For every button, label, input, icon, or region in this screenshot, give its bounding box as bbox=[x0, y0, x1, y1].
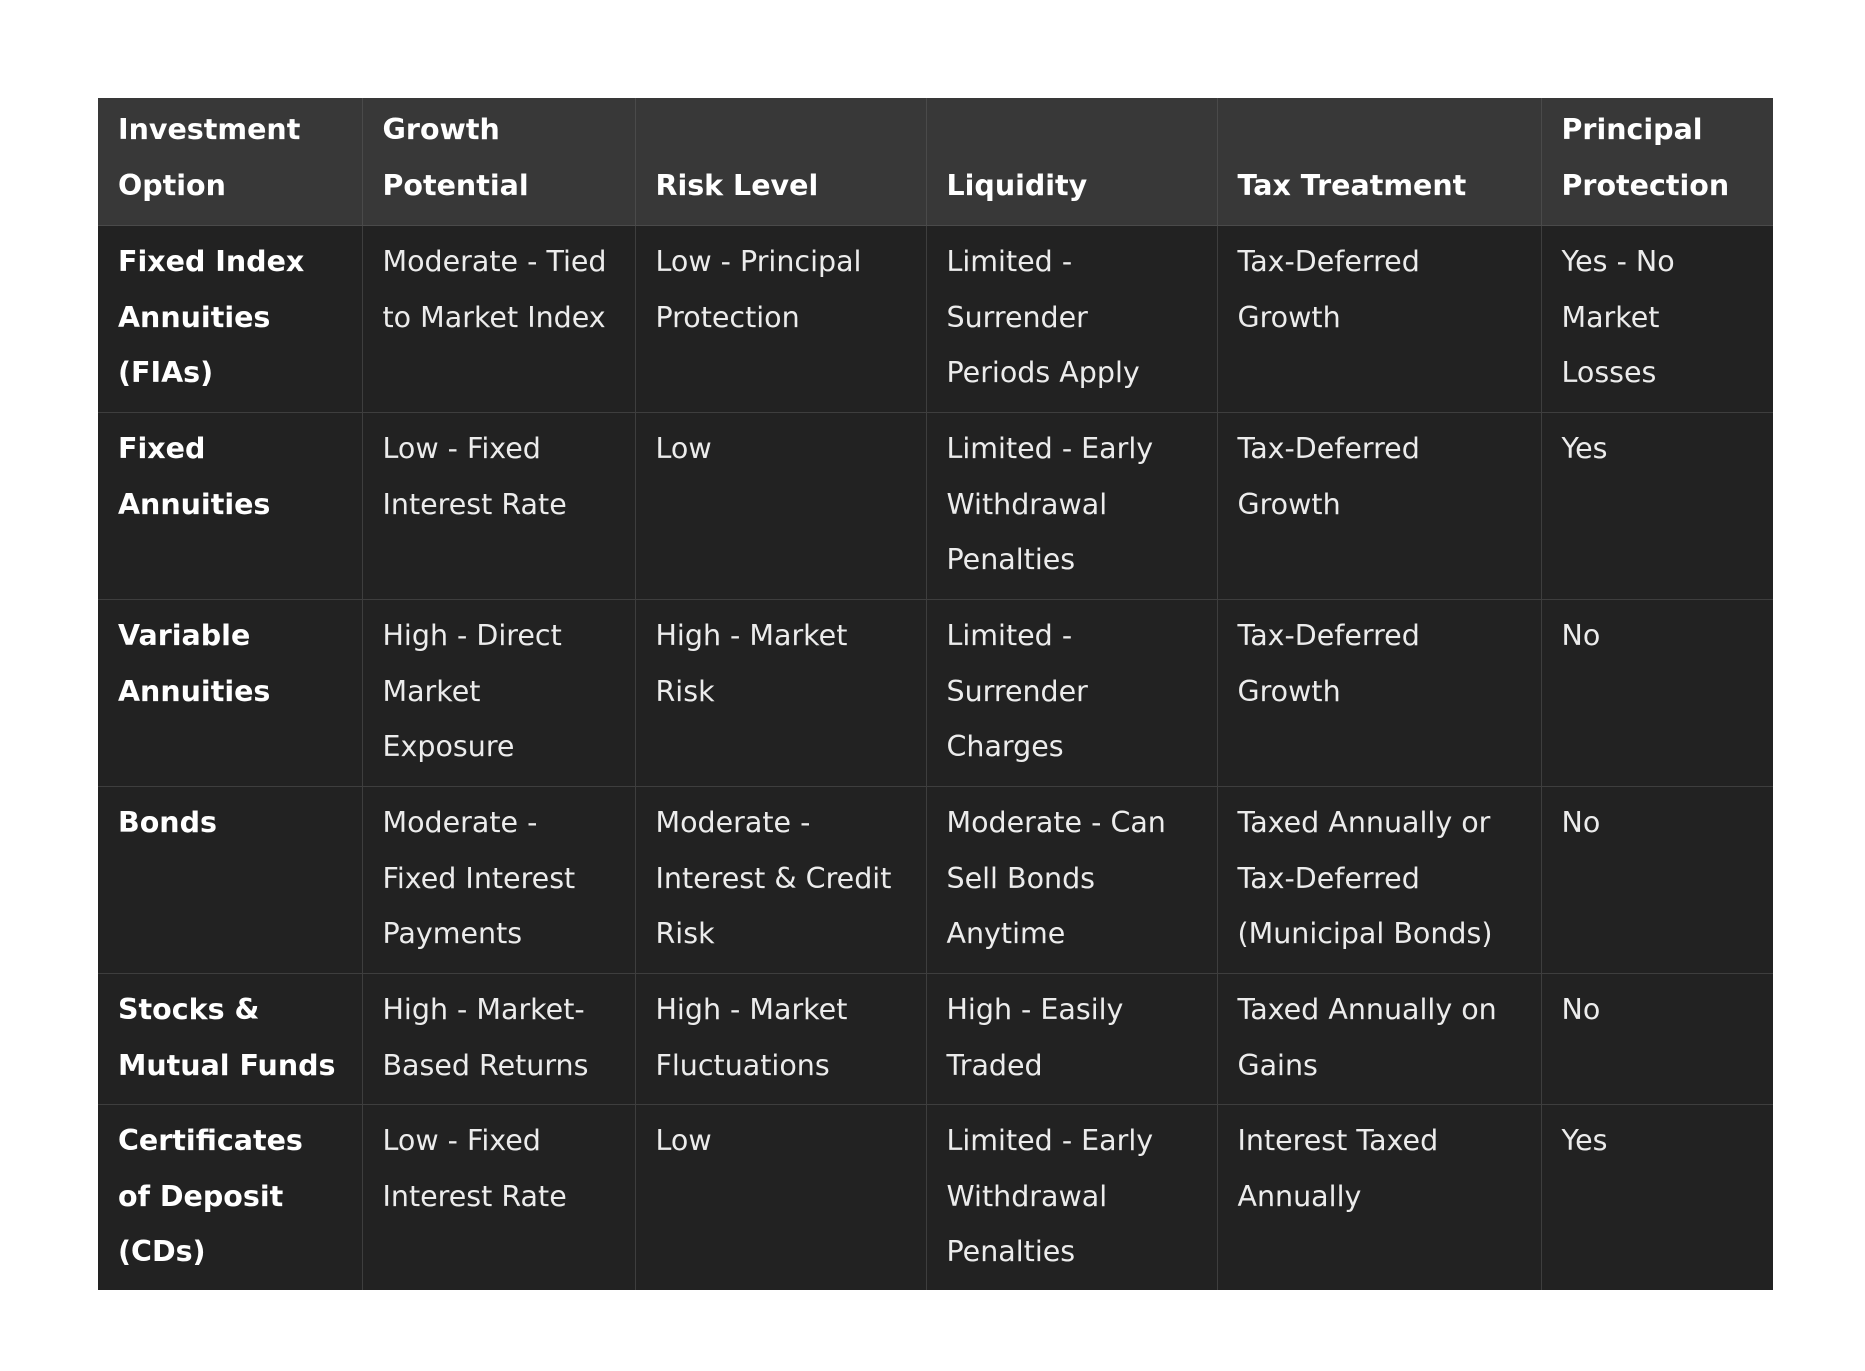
cell-growth-potential: Low - Fixed Interest Rate bbox=[362, 1105, 635, 1290]
cell-tax-treatment: Tax-Deferred Growth bbox=[1217, 226, 1541, 413]
cell-growth-potential: Low - Fixed Interest Rate bbox=[362, 413, 635, 600]
cell-risk-level: High - Market Risk bbox=[635, 600, 926, 787]
table-row bbox=[98, 600, 1773, 787]
header-tax-treatment: Tax Treatment bbox=[1217, 98, 1541, 226]
cell-principal-protection: Yes bbox=[1561, 1124, 1608, 1157]
cell-risk-level: Moderate - Interest & Credit Risk bbox=[635, 787, 926, 974]
cell-liquidity: High - Easily Traded bbox=[926, 974, 1217, 1105]
cell-liquidity: Limited - Surrender Periods Apply bbox=[926, 226, 1217, 413]
table-row bbox=[98, 1105, 1773, 1290]
cell-principal-protection: No bbox=[1541, 787, 1773, 974]
table-row bbox=[98, 226, 1773, 413]
cell-risk-level: Low bbox=[635, 1105, 926, 1290]
header-growth-potential: Growth Potential bbox=[362, 98, 635, 226]
header-liquidity: Liquidity bbox=[926, 98, 1217, 226]
cell-tax-treatment: Tax-Deferred Growth bbox=[1217, 600, 1541, 787]
cell-investment-option: Bonds bbox=[98, 787, 362, 974]
cell-principal-protection: No bbox=[1541, 974, 1773, 1105]
header-principal-protection: Principal Protection bbox=[1541, 98, 1773, 226]
cell-liquidity: Limited - Early Withdrawal Penalties bbox=[926, 413, 1217, 600]
comparison-table-container bbox=[98, 98, 1773, 1290]
cell-principal-protection: No bbox=[1541, 600, 1773, 787]
cell-principal-protection: Yes - No Market Losses bbox=[1541, 226, 1773, 413]
cell-investment-option: Fixed Index Annuities (FIAs) bbox=[98, 226, 362, 413]
table-row bbox=[98, 974, 1773, 1105]
cell-liquidity: Limited - Early Withdrawal Penalties bbox=[926, 1105, 1217, 1290]
cell-growth-potential: High - Direct Market Exposure bbox=[362, 600, 635, 787]
cell-tax-treatment: Interest Taxed Annually bbox=[1217, 1105, 1541, 1290]
cell-liquidity: Limited - Surrender Charges bbox=[926, 600, 1217, 787]
cell-risk-level: High - Market Fluctuations bbox=[635, 974, 926, 1105]
investment-comparison-table bbox=[98, 98, 1773, 1290]
table-row bbox=[98, 787, 1773, 974]
cell-investment-option: Certificates of Deposit (CDs) bbox=[98, 1105, 362, 1290]
cell-investment-option: Variable Annuities bbox=[98, 600, 362, 787]
header-risk-level: Risk Level bbox=[635, 98, 926, 226]
cell-liquidity: Moderate - Can Sell Bonds Anytime bbox=[926, 787, 1217, 974]
cell-risk-level: Low - Principal Protection bbox=[635, 226, 926, 413]
cell-principal-protection: Yes bbox=[1541, 413, 1773, 600]
cell-risk-level: Low bbox=[635, 413, 926, 600]
table-row bbox=[98, 413, 1773, 600]
cell-investment-option: Stocks & Mutual Funds bbox=[98, 974, 362, 1105]
cell-tax-treatment: Tax-Deferred Growth bbox=[1217, 413, 1541, 600]
cell-growth-potential: Moderate - Fixed Interest Payments bbox=[362, 787, 635, 974]
cell-tax-treatment: Taxed Annually or Tax-Deferred (Municipal Bonds) bbox=[1217, 787, 1541, 974]
cell-investment-option: Fixed Annuities bbox=[98, 413, 362, 600]
table-header bbox=[98, 98, 1773, 226]
cell-tax-treatment: Taxed Annually on Gains bbox=[1217, 974, 1541, 1105]
header-row bbox=[98, 98, 1773, 226]
cell-growth-potential: High - Market-Based Returns bbox=[362, 974, 635, 1105]
header-investment-option: Investment Option bbox=[98, 98, 362, 226]
cell-growth-potential: Moderate - Tied to Market Index bbox=[362, 226, 635, 413]
table-body bbox=[98, 226, 1773, 1290]
